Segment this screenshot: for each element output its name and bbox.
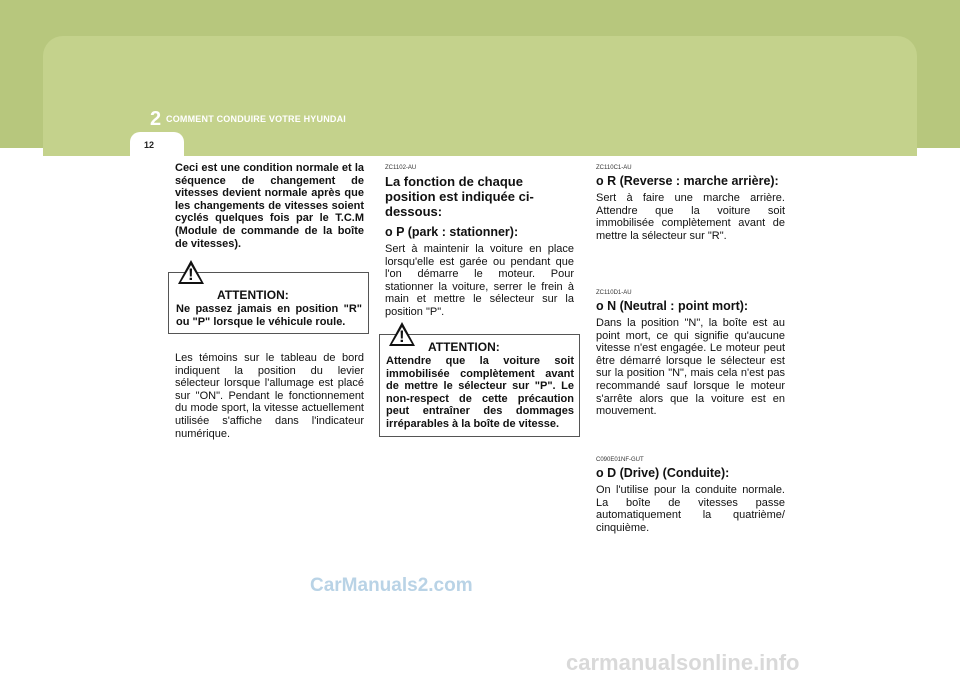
section-code: ZC110C1-AU [596,165,632,171]
warning-title: ATTENTION: [217,288,289,302]
exclamation-icon: ! [399,327,405,346]
intro-paragraph: Ceci est une condition normale et la séquence de changement de vitesses devient normale après que les changements de vitesses soient cyclés quelques fois par le T.C.M (Module de commande de la boîte de vitesses). [175,162,364,250]
section-paragraph: Dans la position "N", la boîte est au point mort, ce qui signifie qu'aucune vitesse n'est engagée. Le moteur peut être démarré lorsque le sélecteur est sur la position "N", mais cela n'est pas recommandé sauf lorsque le moteur s'arrête alors que la voiture est en mouvement. [596,317,785,418]
column-2 [385,164,574,319]
exclamation-icon: ! [188,265,194,284]
warning-title: ATTENTION: [428,340,500,354]
watermark-link-right[interactable]: carmanualsonline.info [566,650,800,675]
warning-box-2 [379,327,580,437]
section-code: ZC110D1-AU [596,290,632,296]
section-code: ZC1102-AU [385,165,417,171]
chapter-number: 2 [150,108,162,130]
chapter-title: COMMENT CONDUIRE VOTRE HYUNDAI [166,114,347,124]
watermark-link-left[interactable]: CarManuals2.com [310,575,473,596]
section-heading: o R (Reverse : marche arrière): [596,174,779,188]
column-1 [175,162,364,250]
park-paragraph: Sert à maintenir la voiture en place lorsqu'elle est garée ou pendant que l'on démarre le moteur. Pour stationner la voiture, serrer le frein à main et mettre le sélecteur sur la position "P". [385,243,574,318]
column-3-drive [596,456,785,534]
column-1-body [175,352,364,440]
column-3-neutral [596,289,785,418]
column-3 [596,164,785,242]
section-heading: o D (Drive) (Conduite): [596,466,730,480]
section-heading: o N (Neutral : point mort): [596,299,749,313]
section-paragraph: On l'utilise pour la conduite normale. La boîte de vitesses passe automatiquement la quatrième/ cinquième. [596,484,785,534]
subheading-park: o P (park : stationner): [385,225,519,239]
section-reverse [596,164,785,242]
section-heading: La fonction de chaque position est indiquée ci-dessous: [385,174,534,219]
section-code: C090E01NF-GUT [596,457,644,463]
warning-text: Ne passez jamais en position "R" ou "P" lorsque le véhicule roule. [176,303,362,328]
page-number: 12 [144,140,155,150]
body-paragraph: Les témoins sur le tableau de bord indiquent la position du levier sélecteur lorsque l'allumage est placé sur "ON". Pendant le fonctionnement du mode sport, la vitesse actuellement utilisée s'affiche dans l'indicateur numérique. [175,352,364,440]
section-paragraph: Sert à faire une marche arrière. Attendre que la voiture soit immobilisée complètement avant de mettre la sélecteur sur "R". [596,192,785,242]
page-tab [130,132,184,156]
warning-box-1 [168,265,369,334]
warning-text: Attendre que la voiture soit immobilisée complètement avant de mettre le sélecteur sur "P". Le non-respect de cette précaution peut entraîner des dommages irréparables à la boîte de vitesse. [386,355,574,430]
